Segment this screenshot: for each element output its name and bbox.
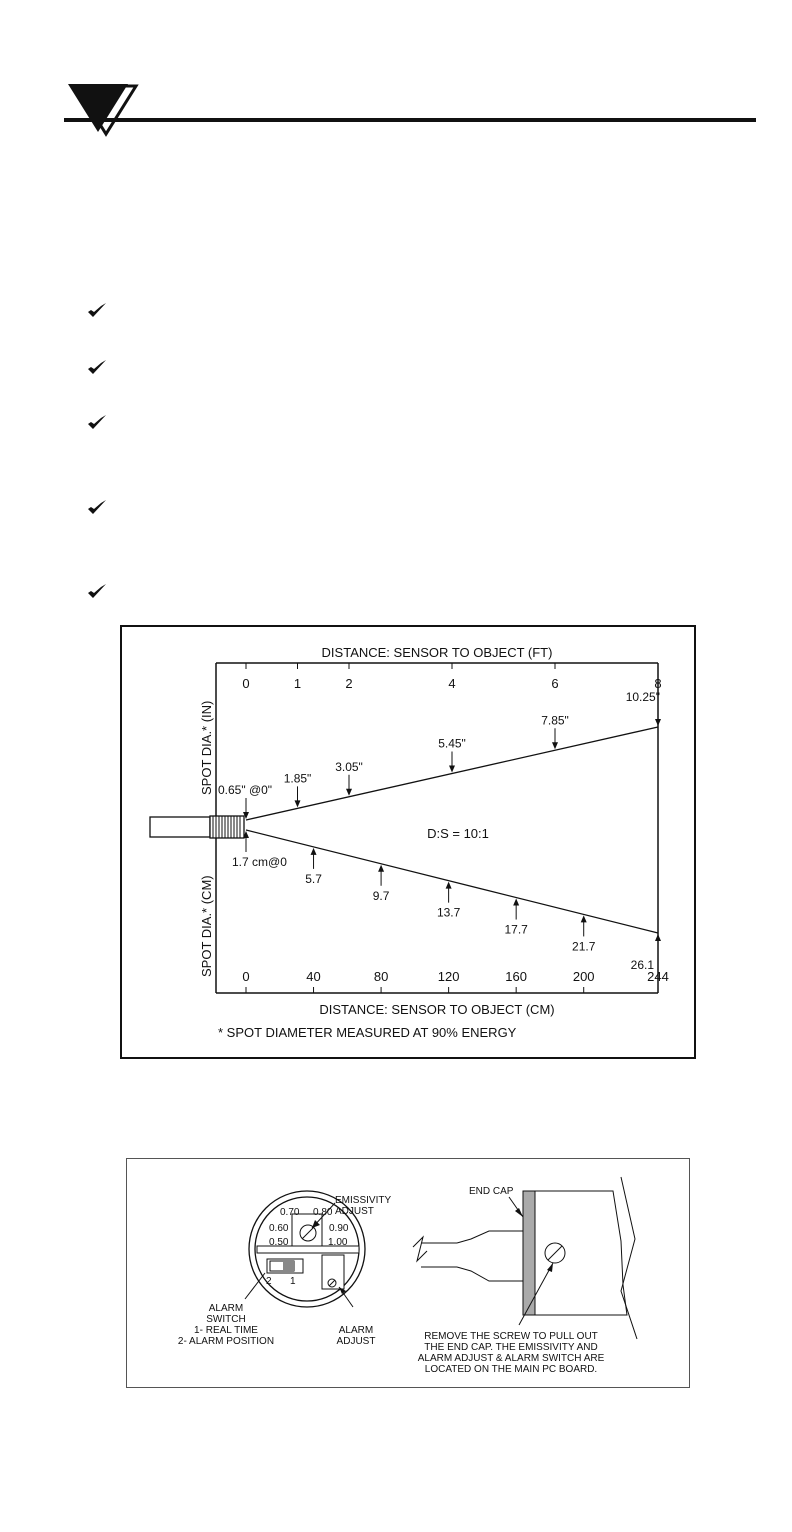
ft-tick-label: 0 [242, 676, 250, 691]
ft-tick-label: 1 [293, 676, 302, 691]
cm-tick-label: 160 [505, 969, 528, 984]
in-arrow-head [295, 800, 301, 807]
note-line-4: LOCATED ON THE MAIN PC BOARD. [424, 1364, 598, 1375]
triangle-down-icon [62, 84, 142, 140]
end-cap-label: END CAP [469, 1186, 514, 1197]
checkmark-icon [86, 497, 108, 517]
emissivity-screw-slot [302, 1227, 314, 1239]
emiss-0.90: 0.90 [329, 1223, 349, 1234]
cm-arrow-head [311, 848, 317, 855]
ylabel-top: SPOT DIA.* (IN) [199, 700, 214, 795]
strain-relief-top [457, 1231, 523, 1243]
cm-arrow-head [446, 882, 452, 889]
note-line-3: ALARM ADJUST & ALARM SWITCH ARE [417, 1353, 605, 1364]
in-value-label: 1.85" [283, 771, 312, 786]
in-arrow-head [449, 766, 455, 773]
ylabel-bottom: SPOT DIA.* (CM) [199, 875, 214, 977]
checkmark-icon [86, 357, 108, 377]
board-diagram-svg [127, 1159, 689, 1387]
chart-title-top: DISTANCE: SENSOR TO OBJECT (FT) [321, 645, 553, 660]
cm-arrow-head [378, 865, 384, 872]
screw-arrow [547, 1263, 553, 1272]
in-value-label: 10.25" [625, 690, 660, 704]
cm-value-label: 13.7 [436, 905, 461, 920]
emiss-0.70: 0.70 [280, 1207, 300, 1218]
alarm-switch-slider [283, 1261, 294, 1271]
sensor-body [150, 816, 244, 838]
ft-tick-label: 6 [551, 676, 559, 691]
end-cap [523, 1191, 535, 1315]
checkmark-icon [86, 300, 108, 320]
in-arrow-head [552, 742, 558, 749]
checkmark-icon [86, 412, 108, 432]
emiss-0.80: 0.80 [313, 1207, 333, 1218]
ft-tick-label: 4 [448, 676, 456, 691]
cm-tick-label: 40 [306, 969, 321, 984]
cm-value-label: 17.7 [504, 922, 528, 937]
alarm-adjust-box [322, 1255, 344, 1289]
cm-value-label: 1.7 cm@0 [232, 855, 287, 869]
board-diagram [126, 1158, 690, 1388]
alarm-switch-line-3: 1- REAL TIME [194, 1325, 258, 1336]
in-value-label: 3.05" [335, 759, 363, 774]
in-value-label: 5.45" [438, 736, 466, 751]
housing-outline [535, 1191, 627, 1315]
cm-value-label: 9.7 [372, 888, 390, 903]
chart-title-bottom: DISTANCE: SENSOR TO OBJECT (CM) [319, 1002, 555, 1017]
cm-tick-label: 120 [437, 969, 460, 984]
cm-arrow-head [655, 934, 661, 941]
in-value-label: 0.65" @0" [218, 783, 273, 797]
ft-ticks-group [242, 663, 661, 691]
in-arrow-head [346, 789, 352, 796]
note-line-2: THE END CAP. THE EMISSIVITY AND [424, 1342, 598, 1353]
emissivity-label-2: ADJUST [335, 1206, 374, 1217]
end-cap-arrow [515, 1208, 523, 1217]
in-marks-group [218, 690, 661, 819]
cm-value-label: 21.7 [572, 939, 596, 954]
cm-tick-label: 0 [242, 969, 250, 984]
emiss-1.00: 1.00 [328, 1237, 348, 1248]
cm-arrow-head [513, 899, 519, 906]
spot-size-svg [122, 627, 694, 1057]
emissivity-label-1: EMISSIVITY [335, 1195, 392, 1206]
note-line-1: REMOVE THE SCREW TO PULL OUT [424, 1331, 598, 1342]
alarm-switch-line-1: ALARM [208, 1303, 244, 1314]
alarm-adjust-line-2: ADJUST [336, 1336, 376, 1347]
switch-pos-1: 1 [290, 1276, 296, 1287]
in-value-label: 7.85" [541, 713, 569, 728]
cm-tick-label: 80 [373, 969, 389, 984]
emiss-0.50: 0.50 [269, 1237, 289, 1248]
cable-break-mark [413, 1237, 427, 1261]
spot-size-chart [120, 625, 696, 1059]
alarm-switch-line-4: 2- ALARM POSITION [177, 1336, 275, 1347]
emiss-0.60: 0.60 [269, 1223, 289, 1234]
header-rule [64, 118, 756, 122]
chart-footnote: * SPOT DIAMETER MEASURED AT 90% ENERGY [218, 1025, 517, 1040]
strain-relief-bottom [457, 1267, 523, 1281]
switch-pos-2: 2 [266, 1276, 272, 1287]
cm-value-label: 26.1 [630, 958, 654, 972]
ft-tick-label: 8 [654, 676, 662, 691]
ratio-label: D:S = 10:1 [427, 826, 489, 841]
alarm-switch-line-2: SWITCH [206, 1314, 246, 1325]
checkmark-icon [86, 581, 108, 601]
alarm-adjust-line-1: ALARM [338, 1325, 374, 1336]
cm-arrow-head [581, 915, 587, 922]
in-arrow-head [655, 719, 661, 726]
ft-tick-label: 2 [345, 676, 353, 691]
cm-tick-label: 200 [572, 969, 595, 984]
cm-marks-group [232, 831, 661, 972]
cm-value-label: 5.7 [305, 871, 322, 886]
cm-tick-label: 244 [647, 969, 669, 984]
cm-ticks-group [242, 969, 668, 993]
